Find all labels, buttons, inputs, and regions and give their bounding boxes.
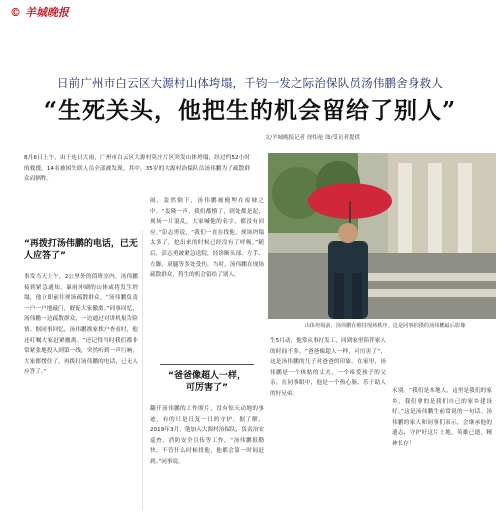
- photo-illustration: [268, 153, 496, 319]
- article-column-right-a: 生5月动，他常从事打发工，回到家里陪伴家人的时间不多。“爸爸像超人一样，可厉害了”，这是汤伟鹏的儿子对爸爸的印象。在家里，汤伟鹏是一个体贴的丈夫，一个疼爱孩子的父亲。在同事眼中，他是一个热心肠、乐于助人的好兄弟。: [270, 338, 386, 397]
- column-separator: [142, 230, 143, 510]
- article-column-middle-lower: 翻开汤伟鹏的工作照片，没有惊天动地的事迹，有的只是日复一日的守护。据了解，2019年3月，他加入大源村治保队，负责治安巡查、消防安全宣传等工作。“汤伟鹏很勤快，不管什么时候找他，他都会第一时间赶到。”同事说。: [150, 406, 264, 465]
- lead-paragraph: 8月6日上午，由于连日大雨，广州市白云区大源村莫庄片区突发山体垮塌，经过约52小时的救援，14名被困失联人员全部被发现。其中，35岁的大源村治保队员汤伟鹏为了疏散群众而牺牲。: [24, 155, 250, 183]
- photo-caption: 山体垮塌前，汤伟鹏在维持现场秩序。这是同事拍摄的汤伟鹏最后影像: [304, 323, 466, 329]
- news-photo: [268, 153, 496, 319]
- article-column-left: 事发当天上午，2公里外的值班室内，汤伟鹏接到紧急通知，暴雨冲刷的山体或将发生坍塌，他立即前往现场疏散群众。“汤伟鹏负责一户一户地敲门，催促大家撤离。”同事回忆，汤伟鹏一边疏散群众，一边通过对讲机报告险情。据同事回忆，汤伟鹏挨家挨户查看时，他还叮嘱大家赶紧撤离。“还记得当时我们都非常紧张地投入到第一线，突然听到一声巨响，大家都愣住了，再拨打汤伟鹏的电话，已无人应答了。”: [24, 274, 138, 376]
- kicker-line: 日前广州市白云区大源村山体垮塌，千钧一发之际治保队员汤伟鹏舍身救人: [56, 76, 444, 90]
- article-column-right-b: 永别。“我们是本地人，这里是我们的家乡，我们拿的是我们自己的家乡建设好。”这是汤伟鹏生前常说的一句话。汤伟鹏的家人和同事们表示，会继承他的遗志，守护好这片土地。英雄已逝，精神长存！: [392, 388, 492, 447]
- article-column-middle: 闹，轰然倒下，汤伟鹏被掩埋在废墟之中。“轰隆一声，我们都懵了，到处都是泥，现场一片混乱，大家喊他的名字，都没有回应。”彭志勇说，“我们一直在找他，现场坍塌太多了，挖出来的时候已经没有了呼吸。”随后，彭志勇被紧急送院，经诊断头部、左手、左脚、双腿等多处受伤。当时，汤伟鹏在现场疏散群众，将生的机会留给了别人。: [150, 198, 264, 279]
- subhead-middle-line-1: “爸爸像超人一样，: [168, 371, 246, 381]
- subhead-rule: [160, 364, 254, 365]
- page-headline: “生死关头，他把生的机会留给了别人”: [43, 97, 457, 124]
- subhead-left: “再拨打汤伟鹏的电话，已无人应答了”: [24, 239, 138, 261]
- subhead-middle: [150, 370, 264, 394]
- byline: 文/羊城晚报记者 徐炜伦 图/受访者提供: [264, 135, 360, 141]
- subhead-middle-line-2: 可厉害了”: [186, 383, 228, 393]
- newspaper-masthead: © 羊城晚报: [10, 6, 69, 19]
